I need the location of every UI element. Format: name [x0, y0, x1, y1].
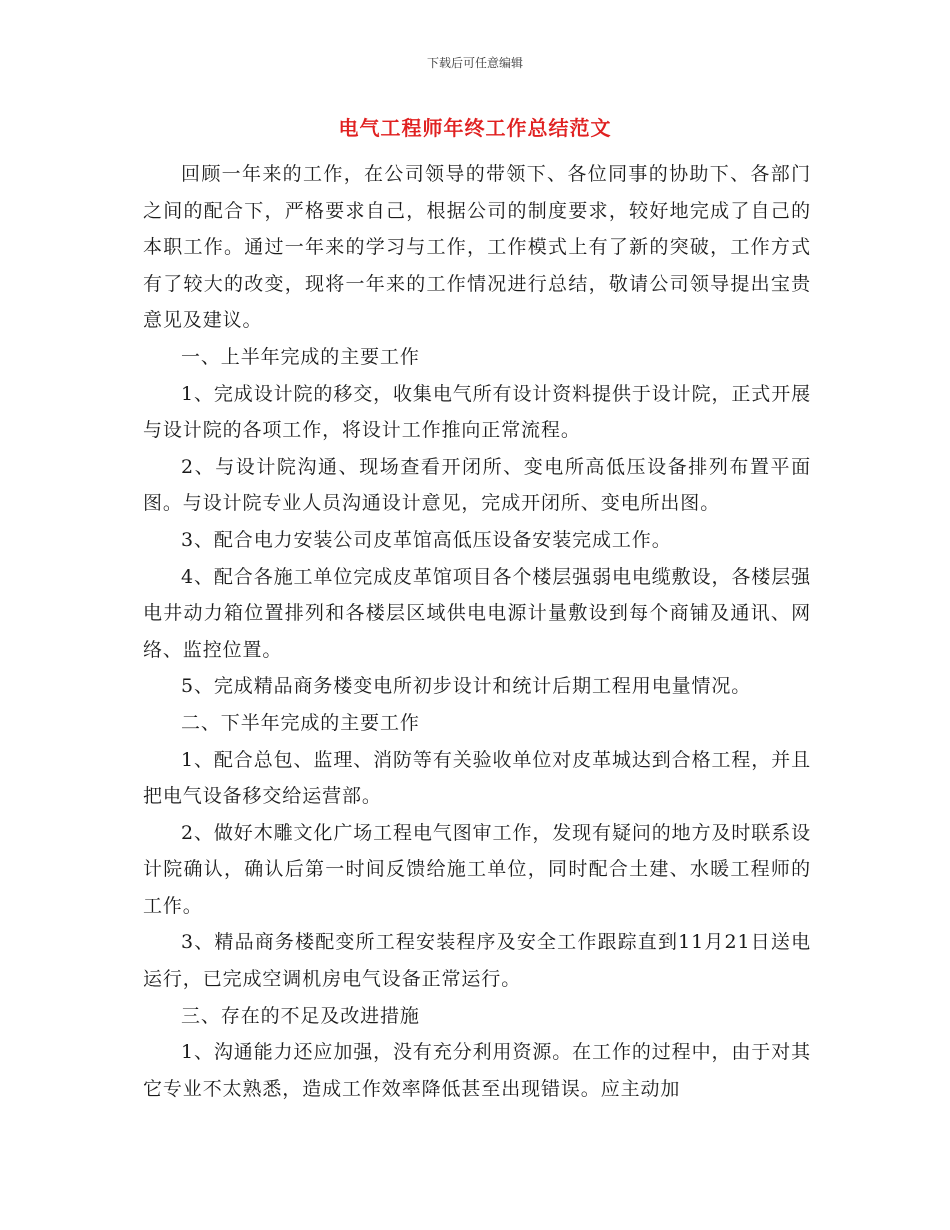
- paragraph-item: 2、做好木雕文化广场工程电气图审工作，发现有疑问的地方及时联系设计院确认，确认后第一时间反馈给施工单位，同时配合土建、水暖工程师的工作。: [143, 821, 811, 917]
- paragraph-item: 1、完成设计院的移交，收集电气所有设计资料提供于设计院，正式开展与设计院的各项工作，将设计工作推向正常流程。: [143, 382, 811, 442]
- paragraph-item: 2、与设计院沟通、现场查看开闭所、变电所高低压设备排列布置平面图。与设计院专业人员沟通设计意见，完成开闭所、变电所出图。: [143, 455, 811, 515]
- paragraph-intro: 回顾一年来的工作，在公司领导的带领下、各位同事的协助下、各部门之间的配合下，严格要求自己，根据公司的制度要求，较好地完成了自己的本职工作。通过一年来的学习与工作，工作模式上有了新的突破，工作方式有了较大的改变，现将一年来的工作情况进行总结，敬请公司领导提出宝贵意见及建议。: [143, 163, 811, 332]
- paragraph-item: 5、完成精品商务楼变电所初步设计和统计后期工程用电量情况。: [181, 675, 752, 698]
- section-heading-3: 三、存在的不足及改进措施: [181, 1004, 420, 1027]
- paragraph-item: 4、配合各施工单位完成皮革馆项目各个楼层强弱电电缆敷设，各楼层强电井动力箱位置排列和各楼层区域供电电源计量敷设到每个商铺及通讯、网络、监控位置。: [143, 565, 811, 661]
- section-heading-2: 二、下半年完成的主要工作: [181, 711, 420, 734]
- paragraph-item: 1、配合总包、监理、消防等有关验收单位对皮革城达到合格工程，并且把电气设备移交给运营部。: [143, 748, 811, 808]
- paragraph-item: 3、配合电力安装公司皮革馆高低压设备安装完成工作。: [181, 528, 672, 551]
- paragraph-item: 1、沟通能力还应加强，没有充分利用资源。在工作的过程中，由于对其它专业不太熟悉，造成工作效率降低甚至出现错误。应主动加: [143, 1041, 811, 1100]
- document-body: [143, 156, 811, 1107]
- header-note: 下载后可任意编辑: [426, 56, 523, 70]
- page-title: 电气工程师年终工作总结范文: [338, 116, 612, 140]
- section-heading-1: 一、上半年完成的主要工作: [181, 345, 420, 368]
- paragraph-item: 3、精品商务楼配变所工程安装程序及安全工作跟踪直到11月21日送电运行，已完成空调机房电气设备正常运行。: [143, 931, 811, 991]
